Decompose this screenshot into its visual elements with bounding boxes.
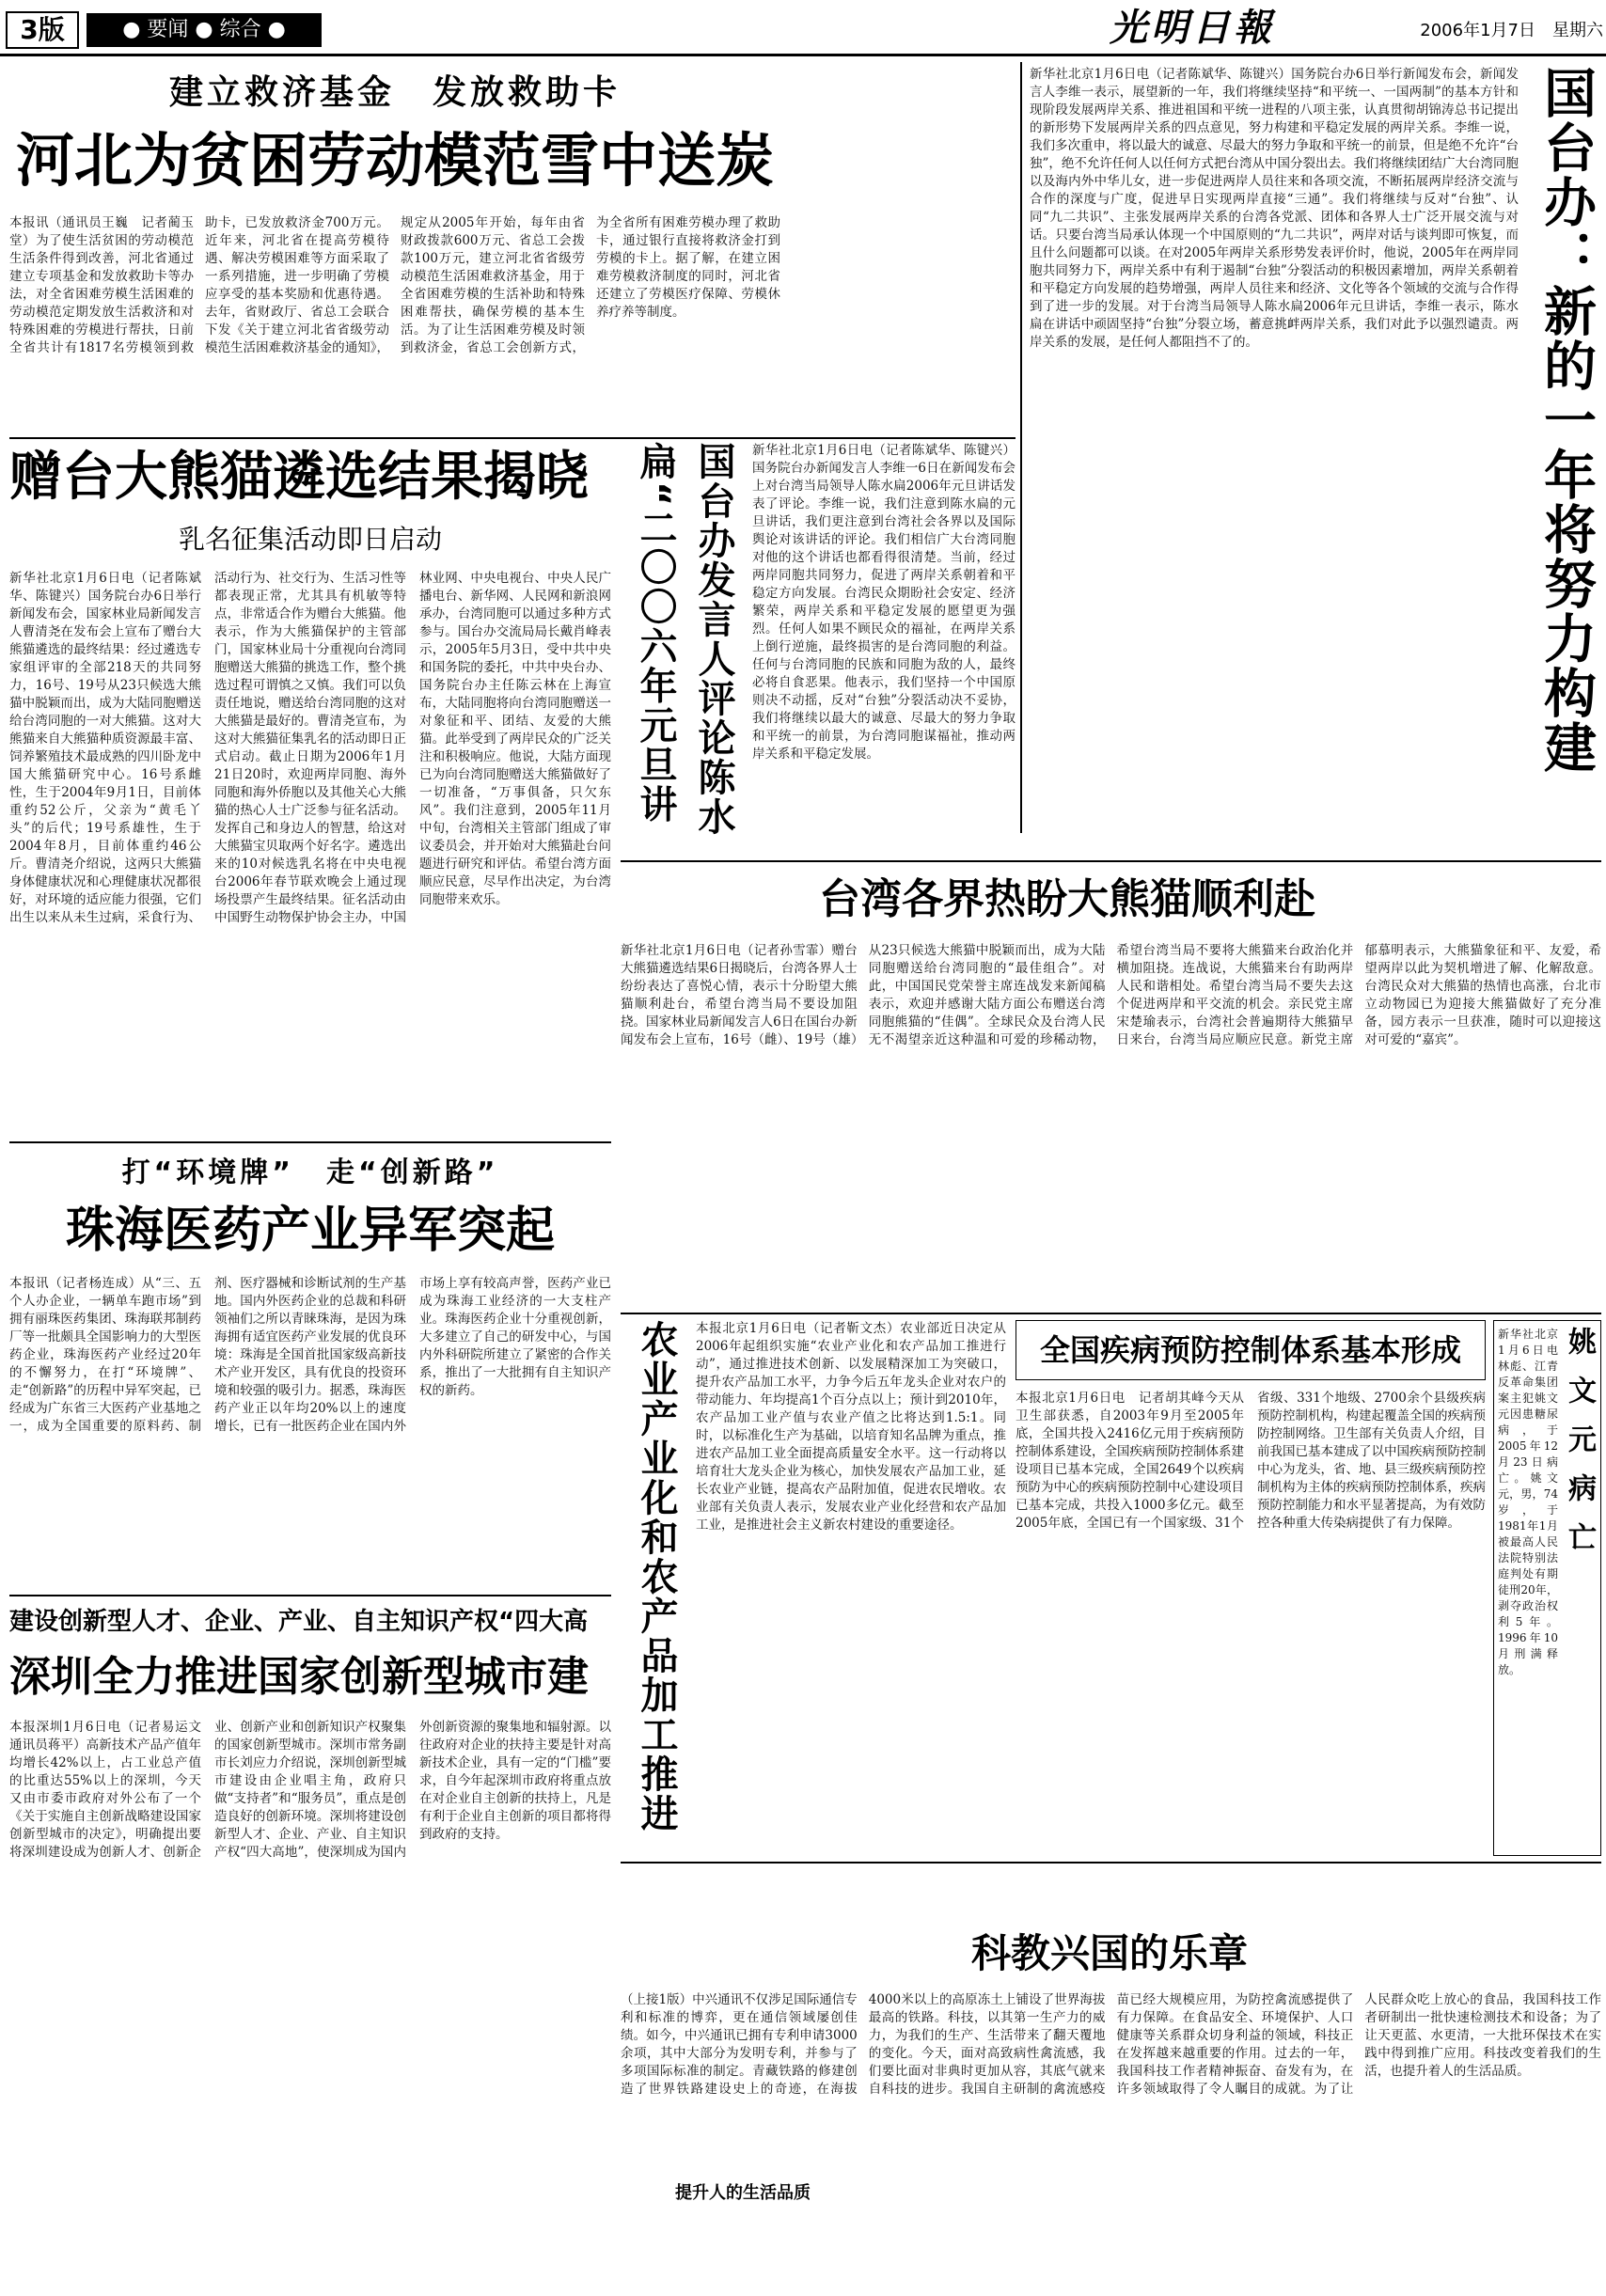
article-kicker: 建立救济基金 发放救助卡 xyxy=(168,73,621,112)
article-body: 新华社北京1月6日电（记者孙雪霏）赠台大熊猫遴选结果6日揭晓后，台湾各界人士纷纷表达了喜悦心情，表示十分盼望大熊猫顺利赴台，希望台湾当局不要设加阻挠。国家林业局新闻发言人6日在国台办新闻发布会上宣布，16号（雌）、19号（雄）从23只候选大熊猫中脱颖而出，成为大陆同胞赠送给台湾同胞的“最佳组合”。对此，中国国民党荣誉主席连战发来新闻稿表示，欢迎并感谢大陆方面公布赠送台湾同胞熊猫的“佳偶”。全球民众及台湾人民无不渴望亲近这种温和可爱的珍稀动物，希望台湾当局不要将大熊猫来台政治化并横加阻挠。连战说，大熊猫来台有助两岸人民和谐相处。希望台湾当局不要失去这个促进两岸和平交流的机会。亲民党主席宋楚瑜表示，台湾社会普遍期待大熊猫早日来台，台湾当局应顺应民意。新党主席郁慕明表示，大熊猫象征和平、友爱，希望两岸以此为契机增进了解、化解敌意。台湾民众对大熊猫的热情也高涨，台北市立动物园已为迎接大熊猫做好了充分准备，园方表示一旦获准，随时可以迎接这对可爱的“嘉宾”。 xyxy=(621,943,1601,1047)
article-body: 新华社北京1月6日电（记者陈斌华、陈键兴）国务院台办6日举行新闻发布会，国家林业局新闻发言人曹清尧在发布会上宣布了赠台大熊猫遴选的最终结果：经过遴选专家组评审的全部218天的共同努力，16号、19号从23只候选大熊猫中脱颖而出，成为大陆同胞赠送给台湾同胞的一对大熊猫。这对大熊猫来自大熊猫种质资源最丰富、饲养繁殖技术最成熟的四川卧龙中国大熊猫研究中心。16号系雌性，生于2004年9月1日，目前体重约52公斤，父亲为“黄毛丫头”的后代；19号系雄性，生于2004年8月，目前体重约46公斤。曹清尧介绍说，这两只大熊猫身体健康状况和心理健康状况都很好，对环境的适应能力很强，它们出生以来从未生过病，采食行为、活动行为、社交行为、生活习性等都表现正常，尤其具有机敏等特点，非常适合作为赠台大熊猫。他表示，作为大熊猫保护的主管部门，国家林业局十分重视向台湾同胞赠送大熊猫的挑选工作，整个挑选过程可谓慎之又慎。我们可以负责任地说，赠送给台湾同胞的这对大熊猫是最好的。曹清尧宣布，为这对大熊猫征集乳名的活动即日正式启动。截止日期为2006年1月21日20时，欢迎两岸同胞、海外同胞和海外侨胞以及其他关心大熊猫的热心人士广泛参与征名活动。发挥自己和身边人的智慧，给这对大熊猫宝贝取两个好名字。遴选出来的10对候选乳名将在中央电视台2006年春节联欢晚会上通过现场投票产生最终结果。征名活动由中国野生动物保护协会主办，中国林业网、中央电视台、中央人民广播电台、新华网、人民网和新浪网承办，台湾同胞可以通过多种方式参与。国台办交流局局长戴肖峰表示，2005年5月3日，受中共中央和国务院的委托，中共中央台办、国务院台办主任陈云林在上海宣布，大陆同胞将向台湾同胞赠送一对象征和平、团结、友爱的大熊猫。此举受到了两岸民众的广泛关注和积极响应。他说，大陆方面现已为向台湾同胞赠送大熊猫做好了一切准备，“万事俱备，只欠东风”。我们注意到，2005年11月中旬，台湾相关主管部门组成了审议委员会，并开始对大熊猫赴台问题进行研究和评估。希望台湾方面顺应民意，尽早作出决定，为台湾同胞带来欢乐。 xyxy=(9,571,611,925)
article-panda-selection xyxy=(9,442,611,1138)
article-body: 本报讯（通讯员王巍 记者蔺玉堂）为了使生活贫困的劳动模范生活条件得到改善，河北省通过建立专项基金和发放救助卡等办法，对全省困难劳模生活困难的劳动模范定期发放生活救济和对特殊困难的劳模进行帮扶，日前全省共计有1817名劳模领到救助卡，已发放救济金700万元。近年来，河北省在提高劳模待遇、解决劳模困难等方面采取了一系列措施，进一步明确了劳模应享受的基本奖励和优惠待遇。去年，省财政厅、省总工会联合下发《关于建立河北省省级劳动模范生活困难救济基金的通知》，规定从2005年开始，每年由省财政拨款600万元、省总工会拨款100万元，建立河北省省级劳动模范生活困难救济基金，用于全省困难劳模的生活补助和特殊困难帮扶，确保劳模的基本生活。为了让生活困难劳模及时领到救济金，省总工会创新方式，为全省所有困难劳模办理了救助卡，通过银行直接将救济金打到劳模的卡上。据了解，在建立困难劳模救济制度的同时，河北省还建立了劳模医疗保障、劳模休养疗养等制度。 xyxy=(9,215,780,355)
article-headline: 科教兴国的乐章 xyxy=(970,1930,1248,1976)
article-tao-comment-chen xyxy=(621,442,1016,856)
section-rule xyxy=(9,1141,611,1143)
article-body: 新华社北京1月6日电 林彪、江青反革命集团案主犯姚文元因患糖尿病，于2005年12月23日病亡。姚文元，男，74岁，于1981年1月被最高人民法院特别法庭判处有期徒刑20年，剥夺政治权利5年。1996年10月刑满释放。 xyxy=(1498,1328,1558,1676)
article-body: 本报深圳1月6日电（记者易运文 通讯员蒋平）高新技术产品产值年均增长42%以上，占工业总产值的比重达55%以上的深圳，今天又由市委市政府对外公布了一个《关于实施自主创新战略建设国家创新型城市的决定》，明确提出要将深圳建设成为创新人才、创新企业、创新产业和创新知识产权聚集的国家创新型城市。深圳市常务副市长刘应力介绍说，深圳创新型城市建设由企业唱主角，政府只做“支持者”和“服务员”，重点是创造良好的创新环境。深圳将建设创新型人才、企业、产业、自主知识产权“四大高地”，使深圳成为国内外创新资源的聚集地和辐射源。以往政府对企业的扶持主要是针对高新技术企业，具有一定的“门槛”要求，自今年起深圳市政府将重点放在对企业自主创新的扶持上，凡是有利于企业自主创新的项目都将得到政府的支持。 xyxy=(9,1720,611,1860)
section-rule xyxy=(621,1313,1601,1314)
article-headline: 深圳全力推进国家创新型城市建 xyxy=(9,1653,589,1701)
article-zhuhai-pharma xyxy=(9,1149,611,1591)
article-tao-new-year xyxy=(1030,62,1601,833)
article-headline: 国台办发言人评论陈水扁“二〇〇六年元旦讲 xyxy=(634,442,735,837)
article-headline: 全国疾病预防控制体系基本形成 xyxy=(1016,1320,1486,1380)
article-body: 新华社北京1月6日电（记者陈斌华、陈键兴）国务院台办新闻发言人李维一6日在新闻发布会上对台湾当局领导人陈水扁2006年元旦讲话发表了评论。李维一说，我们注意到陈水扁的元旦讲话，我们更注意到台湾社会各界以及国际舆论对该讲话的评论。我们相信广大台湾同胞对他的这个讲话也都看得很清楚。当前，经过两岸同胞共同努力，促进了两岸关系朝着和平稳定方向发展。台湾民众期盼社会安定、经济繁荣，两岸关系和平稳定发展的愿望更为强烈。任何人如果不顾民众的福祉，在两岸关系上倒行逆施，最终损害的是台湾同胞的利益。任何与台湾同胞的民族和同胞为敌的人，最终必将自食恶果。他表示，我们坚持一个中国原则决不动摇，反对“台独”分裂活动决不妥协，我们将继续以最大的诚意、尽最大的努力争取和平统一的前景，为台湾同胞谋福祉，推动两岸关系和平稳定发展。 xyxy=(752,443,1016,762)
article-subheadline: 提升人的生活品质 xyxy=(675,2183,811,2203)
article-disease-control xyxy=(1016,1320,1486,1856)
article-kicker: 打“环境牌” 走“创新路” xyxy=(121,1156,499,1189)
article-taiwan-await-pandas xyxy=(621,867,1601,1309)
article-headline: 农业产业化和农产品加工推进 xyxy=(635,1320,678,1833)
issue-date: 2006年1月7日 星期六 xyxy=(1420,21,1603,40)
section-rule xyxy=(621,860,1601,862)
masthead xyxy=(0,0,1606,56)
article-kicker: 建设创新型人才、企业、产业、自主知识产权“四大高 xyxy=(9,1608,589,1636)
section-tab: ● 要闻 ● 综合 ● xyxy=(87,13,322,47)
article-body: 本报讯（记者杨连成）从“三、五个人办企业，一辆单车跑市场”到拥有丽珠医药集团、珠海联邦制药厂等一批颇具全国影响力的大型医药企业，珠海医药产业经过20年的不懈努力，在打“环境牌”、走“创新路”的历程中异军突起，已经成为广东省三大医药产业基地之一，成为全国重要的原料药、制剂、医疗器械和诊断试剂的生产基地。国内外医药企业的总裁和科研领袖们之所以青睐珠海，是因为珠海拥有适宜医药产业发展的优良环境：珠海是全国首批国家级高新技术产业开发区，具有优良的投资环境和较强的吸引力。据悉，珠海医药产业正以年均20%以上的速度增长，已有一批医药企业在国内外市场上享有较高声誉，医药产业已成为珠海工业经济的一大支柱产业。珠海医药企业十分重视创新，大多建立了自己的研发中心，与国内外科研院所建立了紧密的合作关系，推出了一大批拥有自主知识产权的新药。 xyxy=(9,1276,611,1434)
article-subheadline: 乳名征集活动即日启动 xyxy=(178,524,442,555)
article-science-education xyxy=(621,1869,1601,2288)
section-rule xyxy=(9,1595,611,1596)
section-rule xyxy=(621,1862,1601,1864)
newspaper-logo: 光明日報 xyxy=(1110,6,1275,50)
article-headline: 河北为贫困劳动模范雪中送炭 xyxy=(15,126,774,195)
article-body: 新华社北京1月6日电（记者陈斌华、陈键兴）国务院台办6日举行新闻发布会，新闻发言人李维一表示，展望新的一年，我们将继续坚持“和平统一、一国两制”的基本方针和现阶段发展两岸关系、推进祖国和平统一进程的八项主张，认真贯彻胡锦涛总书记提出的新形势下发展两岸关系的四点意见，努力构建和平稳定发展的两岸关系。李维一说，我们多次重申，将以最大的诚意、尽最大的努力争取和平统一的前景，但是绝不允许“台独”，绝不允许任何人以任何方式把台湾从中国分裂出去。我们将继续团结广大台湾同胞以及海内外中华儿女，进一步促进两岸人员往来和各项交流，不断拓展两岸经济交流与合作的深度与广度，促进早日实现两岸直接“三通”。我们将继续与反对“台独”、认同“九二共识”、主张发展两岸关系的台湾各党派、团体和各界人士广泛开展交流与对话。只要台湾当局承认体现一个中国原则的“九二共识”，两岸对话与谈判即可恢复，而且什么问题都可以谈。在对2005年两岸关系形势发表评价时，他说，2005年在两岸同胞共同努力下，两岸关系中有利于遏制“台独”分裂活动的积极因素增加，两岸关系朝着和平稳定方向发展的趋势增强，两岸人员往来和经济、文化等各个领域的交流与合作得到了进一步的发展。对于台湾当局领导人陈水扁2006年元旦讲话，李维一表示，陈水扁在讲话中顽固坚持“台独”分裂立场，蓄意挑衅两岸关系，我们对此予以强烈谴责。两岸关系的发展，是任何人都阻挡不了的。 xyxy=(1030,67,1519,350)
section-rule xyxy=(9,437,1016,439)
article-headline: 珠海医药产业异军突起 xyxy=(65,1203,555,1259)
article-yao-wenyuan xyxy=(1493,1320,1601,1856)
article-headline: 台湾各界热盼大熊猫顺利赴 xyxy=(819,875,1315,923)
article-hebei-labor-models xyxy=(9,66,780,432)
article-agri-industrialization xyxy=(621,1320,1006,1856)
column-rule xyxy=(1020,62,1022,833)
article-headline: 姚文元病亡 xyxy=(1563,1327,1596,1571)
article-headline: 国台办：新的一年将努力构建 xyxy=(1535,66,1597,775)
page-number: 3版 xyxy=(6,11,79,49)
article-body: 本报北京1月6日电（记者靳文杰）农业部近日决定从2006年起组织实施“农业产业化和农产品加工推进行动”，通过推进技术创新、以发展精深加工为突破口，提升农产品加工水平，力争今后五年龙头企业对农户的带动能力、年均提高1个百分点以上；预计到2010年，农产品加工业产值与农业产值之比将达到1.5:1。同时，以标准化生产为基础，以培育知名品牌为重点，推进农产品加工业全面提高质量安全水平。这一行动将以培育壮大龙头企业为核心，加快发展农产品加工业，延长农业产业链，提高农产品附加值，促进农民增收。农业部有关负责人表示，发展农业产业化经营和农产品加工业，是推进社会主义新农村建设的重要途径。 xyxy=(696,1321,1006,1533)
article-headline: 赠台大熊猫遴选结果揭晓 xyxy=(9,447,589,508)
article-body: （上接1版）中兴通讯不仅涉足国际通信专利和标准的博弈，更在通信领域屡创佳绩。如今，中兴通讯已拥有专利申请3000余项，其中大部分为发明专利，并参与了多项国际标准的制定。青藏铁路的修建创造了世界铁路建设史上的奇迹，在海拔4000米以上的高原冻土上铺设了世界海拔最高的铁路。科技，以其第一生产力的威力，为我们的生产、生活带来了翻天覆地的变化。今天，面对高致病性禽流感，我们要比面对非典时更加从容，其底气就来自科技的进步。我国自主研制的禽流感疫苗已经大规模应用，为防控禽流感提供了有力保障。在食品安全、环境保护、人口健康等关系群众切身利益的领域，科技正在发挥越来越重要的作用。过去的一年，我国科技工作者精神振奋、奋发有为，在许多领域取得了令人瞩目的成就。为了让人民群众吃上放心的食品，我国科技工作者研制出一批快速检测技术和设备；为了让天更蓝、水更清，一大批环保技术在实践中得到推广应用。科技改变着我们的生活，也提升着人的生活品质。 xyxy=(621,1992,1601,2097)
article-body: 本报北京1月6日电 记者胡其峰今天从卫生部获悉，自2003年9月至2005年底，全国共投入2416亿元用于疾病预防控制体系建设，全国疾病预防控制体系建设项目已基本完成，全国2649个以疾病预防为中心的疾病预防控制中心建设项目已基本完成，共投入1000多亿元。截至2005年底，全国已有一个国家级、31个省级、331个地级、2700余个县级疾病预防控制机构，构建起覆盖全国的疾病预防控制网络。卫生部有关负责人介绍，目前我国已基本建成了以中国疾病预防控制中心为龙头，省、地、县三级疾病预防控制机构为主体的疾病预防控制体系，疾病预防控制能力和水平显著提高，为有效防控各种重大传染病提供了有力保障。 xyxy=(1016,1391,1486,1531)
article-shenzhen-innovation xyxy=(9,1602,611,2288)
